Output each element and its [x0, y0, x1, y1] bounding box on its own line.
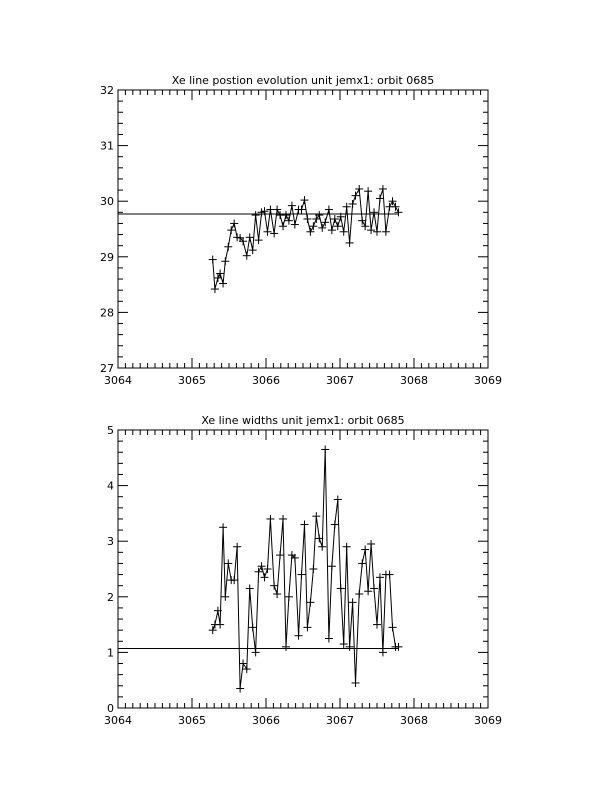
- y-tick-label: 4: [107, 479, 114, 493]
- data-point: [249, 623, 257, 631]
- data-point: [325, 635, 333, 643]
- data-point: [328, 226, 336, 234]
- series-line-width: [213, 450, 399, 689]
- data-point: [270, 582, 278, 590]
- data-point: [221, 257, 229, 265]
- x-tick-label: 3067: [326, 374, 354, 387]
- data-point: [334, 222, 342, 230]
- data-point: [279, 222, 287, 230]
- chart-title: Xe line postion evolution unit jemx1: orbit 0685: [171, 74, 435, 87]
- plot-frame: [118, 430, 488, 708]
- data-point: [303, 623, 311, 631]
- data-point: [358, 559, 366, 567]
- data-point: [233, 543, 241, 551]
- data-point: [389, 623, 397, 631]
- data-point: [364, 187, 372, 195]
- x-tick-label: 3067: [326, 714, 354, 727]
- data-point: [285, 593, 293, 601]
- data-point: [337, 584, 345, 592]
- data-point: [367, 226, 375, 234]
- data-point: [261, 573, 269, 581]
- data-point: [361, 546, 369, 554]
- y-tick-label: 3: [107, 535, 114, 549]
- data-point: [325, 206, 333, 214]
- data-point: [209, 626, 217, 634]
- data-point: [352, 679, 360, 687]
- x-tick-label: 3068: [400, 374, 428, 387]
- data-point: [343, 543, 351, 551]
- data-point: [224, 243, 232, 251]
- data-point: [379, 648, 387, 656]
- data-point: [352, 192, 360, 200]
- data-point: [209, 256, 217, 264]
- data-point: [349, 598, 357, 606]
- y-tick-label: 29: [100, 250, 114, 264]
- data-point: [270, 229, 278, 237]
- data-point: [303, 215, 311, 223]
- data-point: [370, 208, 378, 216]
- data-point: [318, 543, 326, 551]
- data-point: [279, 515, 287, 523]
- data-point: [216, 621, 224, 629]
- data-point: [386, 571, 394, 579]
- data-point: [376, 194, 384, 202]
- x-tick-label: 3065: [178, 374, 206, 387]
- data-point: [266, 515, 274, 523]
- y-tick-label: 1: [107, 646, 114, 660]
- data-point: [219, 279, 227, 287]
- data-point: [246, 233, 254, 241]
- x-tick-label: 3068: [400, 714, 428, 727]
- x-tick-label: 3066: [252, 374, 280, 387]
- data-point: [236, 685, 244, 693]
- data-point: [340, 228, 348, 236]
- x-tick-label: 3064: [104, 714, 132, 727]
- data-point: [321, 445, 329, 453]
- chart-line-widths: [104, 414, 502, 727]
- data-point: [243, 665, 251, 673]
- y-tick-label: 0: [107, 702, 114, 715]
- data-point: [331, 215, 339, 223]
- plot-frame: [118, 90, 488, 368]
- data-point: [273, 590, 281, 598]
- x-tick-label: 3066: [252, 714, 280, 727]
- y-tick-label: 28: [100, 306, 114, 320]
- y-tick-label: 27: [100, 362, 114, 375]
- data-point: [295, 632, 303, 640]
- data-point: [346, 239, 354, 247]
- data-point: [300, 196, 308, 204]
- data-point: [334, 496, 342, 504]
- data-point: [373, 228, 381, 236]
- data-point: [331, 521, 339, 529]
- data-point: [373, 621, 381, 629]
- data-point: [221, 593, 229, 601]
- chart-title: Xe line widths unit jemx1: orbit 0685: [201, 414, 405, 427]
- data-point: [239, 660, 247, 668]
- data-point: [224, 559, 232, 567]
- data-point: [282, 643, 290, 651]
- data-point: [382, 228, 390, 236]
- y-tick-label: 31: [100, 139, 114, 153]
- chart-position-evolution: [100, 74, 502, 387]
- data-point: [252, 648, 260, 656]
- data-point: [306, 598, 314, 606]
- x-tick-label: 3069: [474, 374, 502, 387]
- data-point: [355, 185, 363, 193]
- data-point: [291, 221, 299, 229]
- data-point: [243, 252, 251, 260]
- y-tick-label: 32: [100, 84, 114, 97]
- data-point: [312, 512, 320, 520]
- data-point: [300, 521, 308, 529]
- data-point: [367, 540, 375, 548]
- y-tick-label: 30: [100, 195, 114, 209]
- data-point: [288, 202, 296, 210]
- data-point: [276, 551, 284, 559]
- data-point: [211, 285, 219, 293]
- y-tick-label: 2: [107, 590, 114, 604]
- data-point: [309, 565, 317, 573]
- data-point: [219, 523, 227, 531]
- x-tick-label: 3065: [178, 714, 206, 727]
- data-point: [255, 236, 263, 244]
- x-tick-label: 3064: [104, 374, 132, 387]
- data-point: [246, 584, 254, 592]
- y-tick-label: 5: [107, 424, 114, 437]
- data-point: [263, 228, 271, 236]
- x-tick-label: 3069: [474, 714, 502, 727]
- data-point: [379, 185, 387, 193]
- data-point: [355, 590, 363, 598]
- data-point: [328, 562, 336, 570]
- data-point: [249, 246, 257, 254]
- data-point: [298, 571, 306, 579]
- data-point: [216, 269, 224, 277]
